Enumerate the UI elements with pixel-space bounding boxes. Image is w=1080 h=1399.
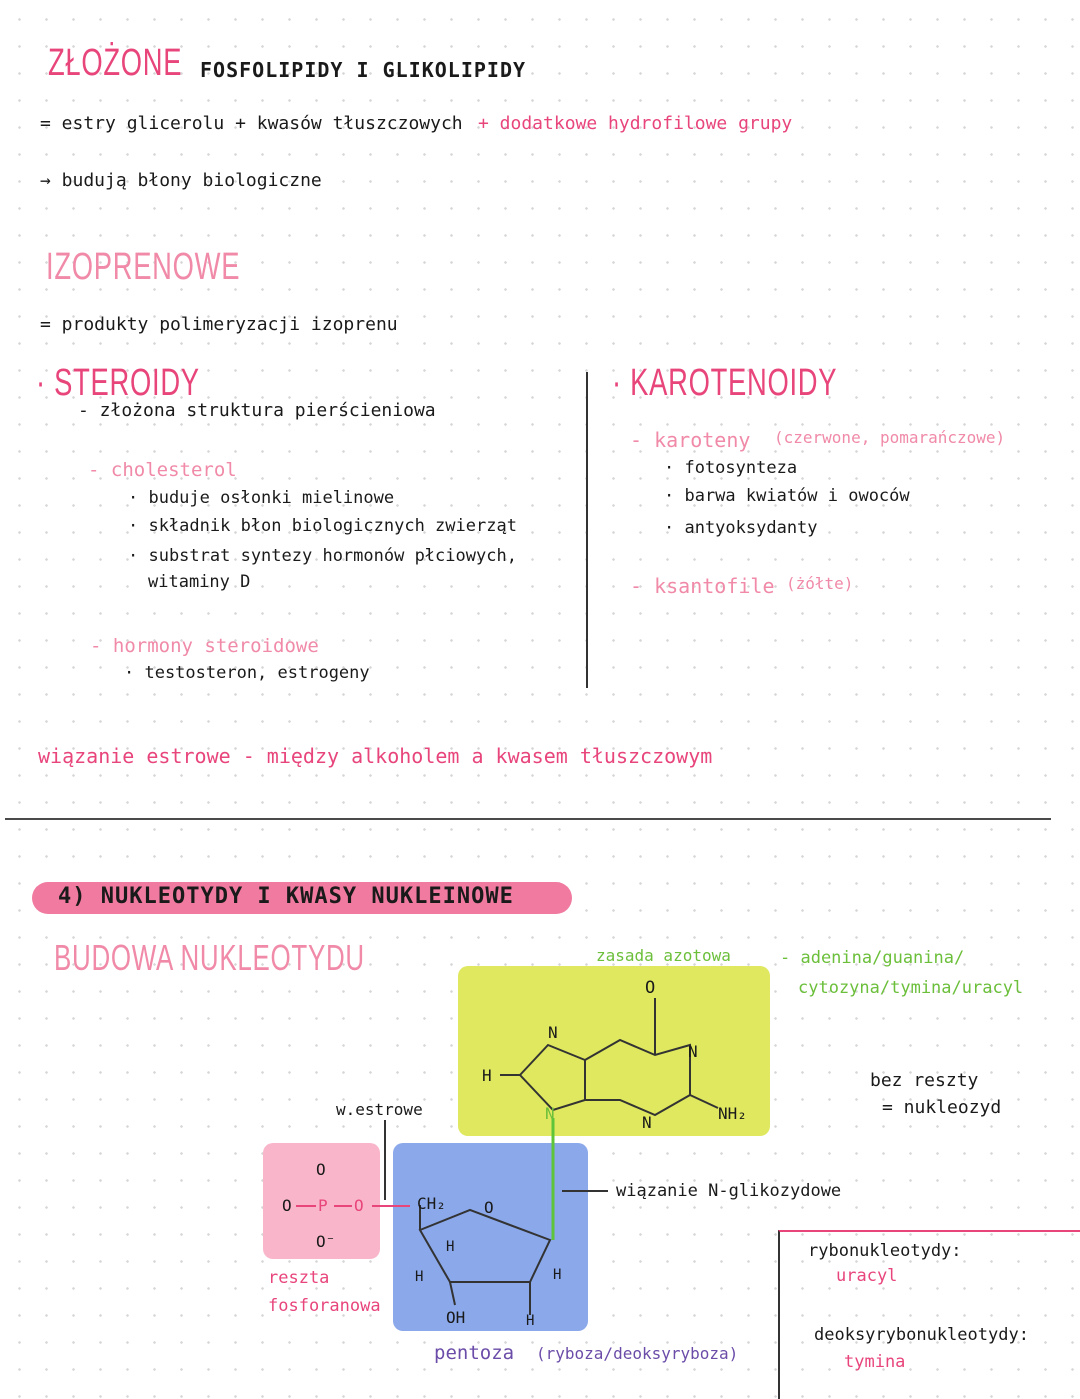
atom-label: OH xyxy=(446,1308,466,1327)
heading-isoprene: IZOPRENOWE xyxy=(46,246,241,288)
atom-label: H xyxy=(553,1267,562,1283)
heading-nucleotide-structure: BUDOWA NUKLEOTYDU xyxy=(54,937,365,978)
ribonucleotides-label: rybonukleotydy: xyxy=(808,1241,962,1261)
list-item: · testosteron, estrogeny xyxy=(124,663,370,683)
nucleoside-note-1: bez reszty xyxy=(870,1070,979,1091)
list-item: · buduje osłonki mielinowe xyxy=(128,488,395,508)
heading-complex: ZŁOŻONE xyxy=(48,42,183,84)
complex-definition-extra: + dodatkowe hydrofilowe grupy xyxy=(478,113,793,134)
deoxyribonucleotides-base: tymina xyxy=(844,1352,906,1372)
section-title: 4) NUKLEOTYDY I KWASY NUKLEINOWE xyxy=(58,884,514,909)
atom-label: N xyxy=(545,1104,555,1123)
list-item: witaminy D xyxy=(148,572,251,592)
atom-label: H xyxy=(482,1066,492,1085)
atom-label: O xyxy=(354,1196,364,1215)
list-item: · barwa kwiatów i owoców xyxy=(664,486,910,506)
pyrimidine-ring xyxy=(585,1040,690,1115)
glycosidic-bond-label: wiązanie N-glikozydowe xyxy=(616,1181,842,1201)
ester-bond-definition: wiązanie estrowe - między alkoholem a kwasem tłuszczowym xyxy=(38,744,713,768)
atom-label: O xyxy=(282,1196,292,1215)
list-item: · fotosynteza xyxy=(664,458,798,478)
base-types-line-2: cytozyna/tymina/uracyl xyxy=(798,978,1024,998)
xanthophylls-label: - ksantofile xyxy=(630,574,775,598)
subheading-phospholipids: FOSFOLIPIDY I GLIKOLIPIDY xyxy=(200,58,527,82)
amino-bond xyxy=(690,1095,718,1108)
heading-carotenoids: · KAROTENOIDY xyxy=(612,362,838,404)
atom-label: O xyxy=(316,1160,326,1179)
phosphate-label-1: reszta xyxy=(268,1268,330,1288)
pentose-label: pentoza xyxy=(434,1342,515,1364)
list-item: · składnik błon biologicznych zwierząt xyxy=(128,516,517,536)
sugar-ring xyxy=(420,1210,550,1282)
deoxyribonucleotides-label: deoksyrybonukleotydy: xyxy=(814,1325,1029,1345)
oh-bond xyxy=(450,1282,455,1305)
pentose-note: (ryboza/deoksyryboza) xyxy=(536,1344,739,1363)
nucleoside-note-2: = nukleozyd xyxy=(882,1097,1002,1118)
phosphate-label-2: fosforanowa xyxy=(268,1296,381,1316)
atom-label: CH₂ xyxy=(417,1194,446,1213)
cholesterol-label: - cholesterol xyxy=(88,459,237,481)
atom-label: O xyxy=(645,978,656,998)
heading-steroids: · STEROIDY xyxy=(36,362,200,404)
atom-label: N xyxy=(642,1113,652,1132)
list-item: · substrat syntezy hormonów płciowych, xyxy=(128,546,517,566)
atom-label: O xyxy=(484,1198,494,1217)
base-types-line-1: - adenina/guanina/ xyxy=(780,948,965,968)
complex-definition: = estry glicerolu + kwasów tłuszczowych xyxy=(40,113,463,134)
atom-label: N xyxy=(548,1023,558,1042)
complex-function: → budują błony biologiczne xyxy=(40,170,322,191)
xanthophylls-note: (żółte) xyxy=(786,574,854,593)
atom-label: H xyxy=(415,1269,424,1285)
imidazole-ring xyxy=(520,1045,585,1110)
atom-label: O⁻ xyxy=(316,1232,336,1251)
isoprene-definition: = produkty polimeryzacji izoprenu xyxy=(40,314,398,335)
list-item: · antyoksydanty xyxy=(664,518,818,538)
atom-label: H xyxy=(446,1239,455,1255)
atom-label: P xyxy=(318,1196,328,1215)
base-label: zasada azotowa xyxy=(596,946,731,965)
carotenes-label: - karoteny xyxy=(630,428,751,452)
atom-label: H xyxy=(526,1313,535,1329)
ribonucleotides-base: uracyl xyxy=(836,1266,898,1286)
atom-label: N xyxy=(688,1042,698,1061)
ester-bond-label: w.estrowe xyxy=(336,1100,423,1119)
steroids-description: - złożona struktura pierścieniowa xyxy=(78,400,436,421)
carotenes-note: (czerwone, pomarańczowe) xyxy=(774,428,1006,447)
hormones-label: - hormony steroidowe xyxy=(90,635,319,657)
atom-label: NH₂ xyxy=(718,1104,747,1123)
